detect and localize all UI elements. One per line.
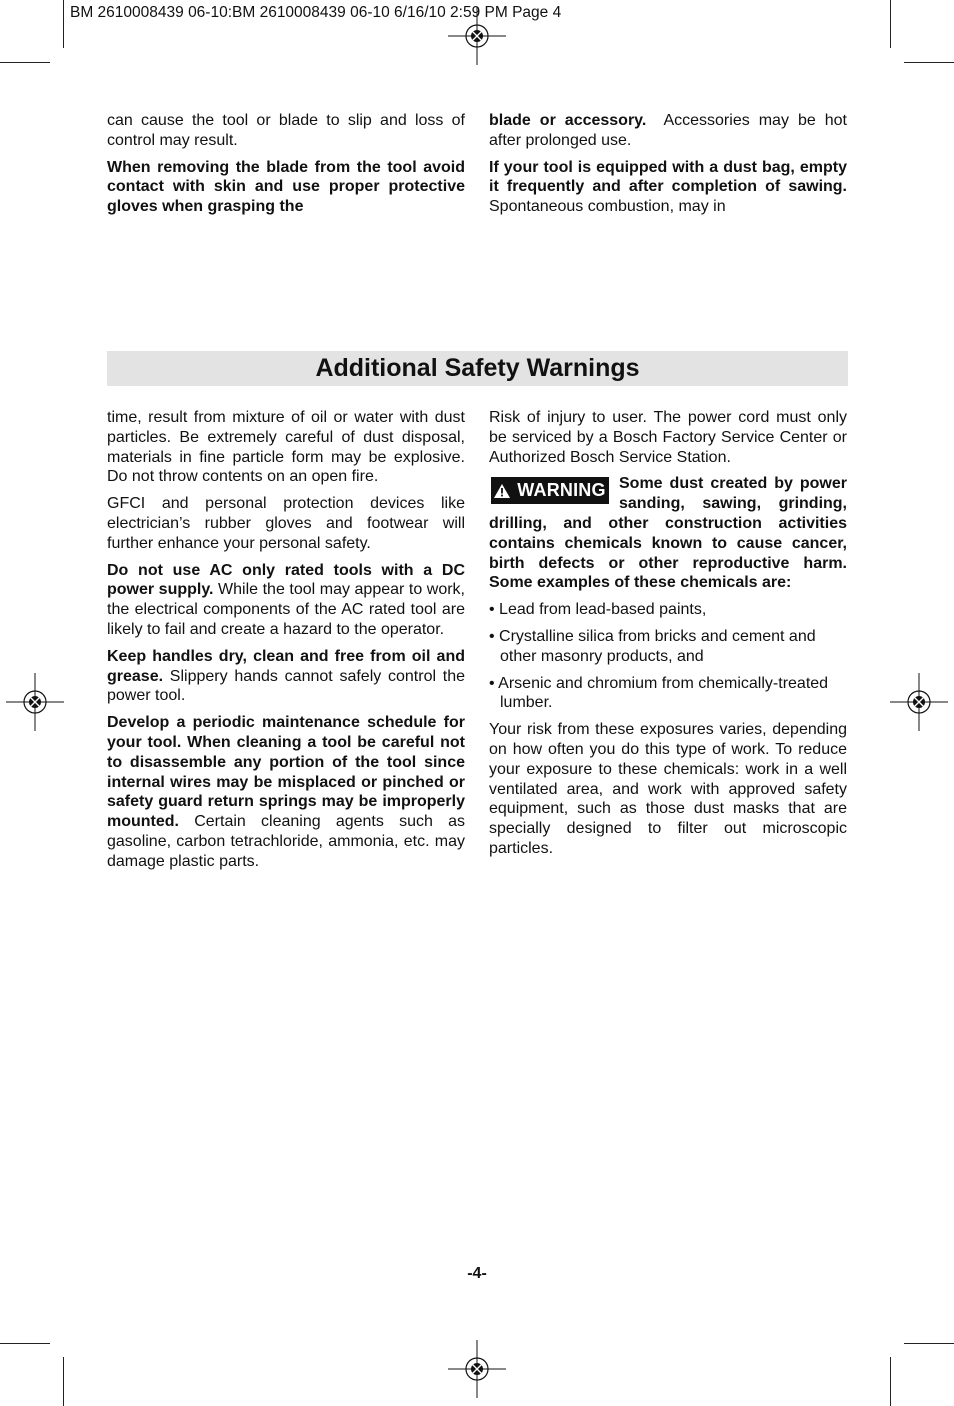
body-text: Spontaneous combustion, may in [489,198,726,216]
paragraph [107,647,465,706]
bold-text: Keep handles dry, clean and free from oil and grease. [107,647,465,685]
paragraph: Risk of injury to user. The power cord must only be serviced by a Bosch Factory Service Center or Authorized Bosch Service Station. [489,409,847,466]
paragraph [107,561,465,640]
crop-mark-top-right-vertical [890,0,891,48]
warning-paragraph [489,474,847,593]
paragraph [489,111,852,151]
bold-text: If your tool is equipped with a dust bag, empty it frequently and after completion of sawing. [489,158,847,196]
crop-mark-bottom-right-horizontal [904,1343,954,1344]
bold-text: Some dust created by power sanding, sawing, grinding, drilling, and other construction activities contains chemicals known to cause cancer, birth defects or other reproductive harm. Some examples of these chemicals are: [489,475,847,592]
paragraph [107,158,465,217]
bold-text: When removing the blade from the tool avoid contact with skin and use proper protective gloves when grasping the [107,158,465,216]
paragraph: GFCI and personal protection devices like electrician’s rubber gloves and footwear will further enhance your personal safety. [107,495,465,552]
list-item: • Crystalline silica from bricks and cement and other masonry products, and [489,627,816,665]
paragraph: can cause the tool or blade to slip and loss of control may result. [107,112,465,149]
crop-mark-bottom-right-vertical [890,1357,891,1406]
bottom-right-column [489,408,847,866]
bottom-left-column [107,408,465,879]
paragraph: time, result from mixture of oil or water with dust particles. Be extremely careful of dust disposal, materials in fine particle form may be explosive. Do not throw contents on an open fire. [107,409,465,486]
body-text: Slippery hands cannot safely control the power tool. [107,667,465,705]
crop-mark-bottom-left-horizontal [0,1343,50,1344]
top-right-column [489,111,852,224]
body-text: Certain cleaning agents such as gasoline, carbon tetrachloride, ammonia, etc. may damage plastic parts. [107,813,465,870]
registration-mark-icon [890,673,948,731]
bold-text: blade or accessory. [489,112,647,129]
bold-text: Develop a periodic maintenance schedule for your tool. When cleaning a tool be careful not to disassemble any portion of the tool since internal wires may be misplaced or pinched or safety guard return springs may be improperly mounted. [107,714,465,831]
paragraph [107,713,465,871]
registration-mark-icon [448,7,506,65]
list-item: • Lead from lead-based paints, [489,601,707,619]
crop-mark-top-left-horizontal [0,62,50,63]
crop-mark-top-left-vertical [63,0,64,48]
bold-text: Do not use AC only rated tools with a DC power supply. [107,561,465,599]
warning-triangle-icon [494,484,510,498]
paragraph: Your risk from these exposures varies, depending on how often you do this type of work. To reduce your exposure to these chemicals: work in a well ventilated area, and work with approved safety equipment, such as those dust masks that are specially designed to filter out microscopic particles. [489,721,847,857]
page-number: -4- [467,1265,487,1282]
paragraph [489,158,847,217]
crop-mark-top-right-horizontal [904,62,954,63]
registration-mark-icon [6,673,64,731]
top-left-column [107,111,465,224]
printer-slug-line: BM 2610008439 06-10:BM 2610008439 06-10 6/16/10 2:59 PM Page 4 [70,4,562,21]
registration-mark-icon [448,1340,506,1398]
body-text: Accessories may be hot after prolonged use. [489,112,852,149]
section-banner [107,351,848,386]
list-item: • Arsenic and chromium from chemically-treated lumber. [489,674,829,712]
warning-label [491,477,609,504]
crop-mark-bottom-left-vertical [63,1357,64,1406]
warning-label-text: WARNING [517,479,606,500]
body-text: While the tool may appear to work, the electrical components of the AC rated tool are likely to fail and create a hazard to the operator. [107,581,466,638]
section-title: Additional Safety Warnings [315,354,640,382]
